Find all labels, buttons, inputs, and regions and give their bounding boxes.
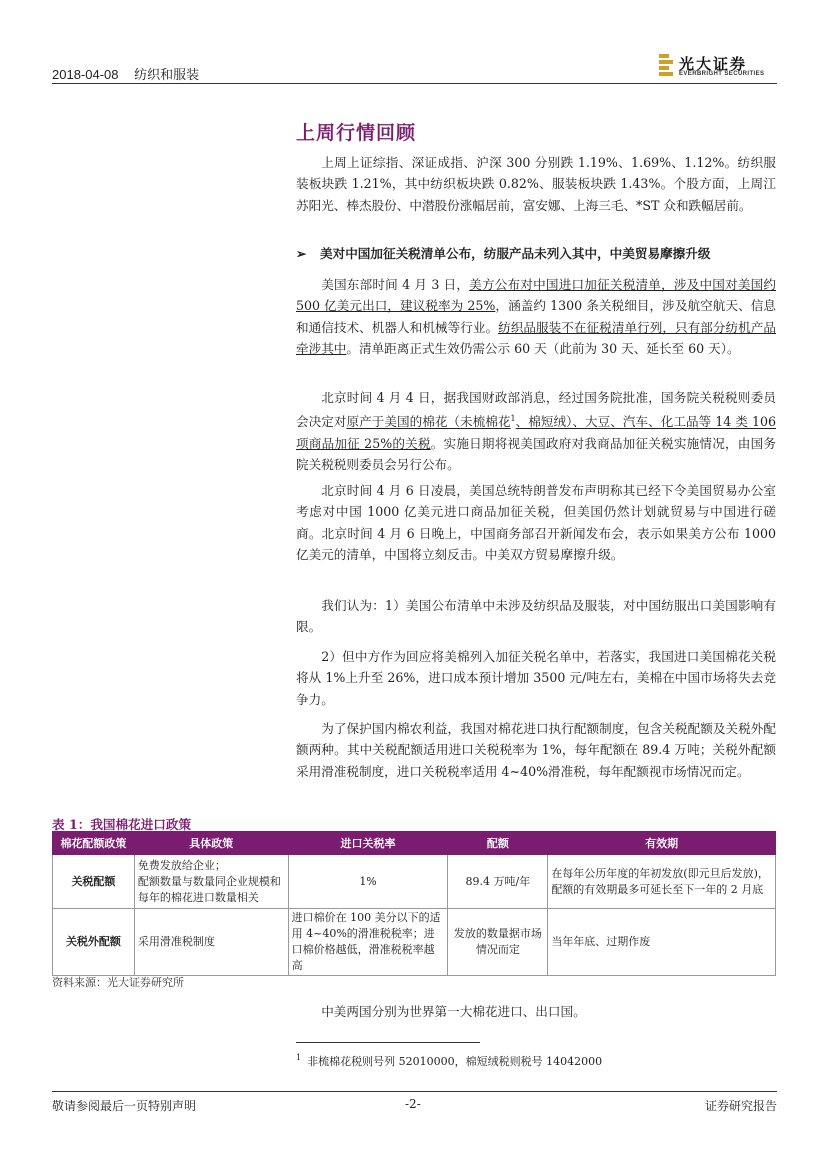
header-meta (52, 64, 211, 83)
paragraph-quota: 为了保护国内棉农利益，我国对棉花进口执行配额制度，包含关税配额及关税外配额两种。其中关税配额适用进口关税税率为 1%，每年配额在 89.4 万吨；关税外配额采用滑准税制度，进口关税税率适用 4~40%滑准税，每年配额视市场情况而定。 (296, 721, 776, 779)
footer-disclaimer: 敬请参阅最后一页特别声明 (52, 1099, 197, 1113)
paragraph-trump-statement: 北京时间 4 月 6 日凌晨，美国总统特朗普发布声明称其已经下令美国贸易办公室考虑对中国 1000 亿美元进口商品加征关税，但美国仍然计划就贸易与中国进行磋商。北京时间 4 月 6 日晚上，中国商务部召开新闻发布会，表示如果美方公布 1000 亿美元的清单，中国将立刻反击。中美双方贸易摩擦升级。 (296, 483, 776, 563)
opinion-1 (296, 595, 776, 638)
table-header-row (53, 832, 776, 855)
opinion-2 (296, 646, 776, 710)
p2-text-a: 美国东部时间 4 月 3 日， (321, 277, 470, 292)
industry-name: 纺织和服装 (134, 67, 200, 82)
table-cell: 在每年公历年度的年初发放(即元旦后发放)，配额的有效期最多可延长至下一年的 2 月底 (548, 855, 776, 909)
tariff-list-section (296, 274, 776, 360)
table-cell: 关税配额 (53, 855, 135, 909)
quota-section (296, 718, 776, 782)
p3-text-a: 北京时间 4 月 4 日，据我国财政部消息，经过国务院批准，国务院关税税则委员会决定对 (296, 390, 776, 430)
table-caption: 表 1：我国棉花进口政策 (52, 817, 192, 832)
table-header: 配额 (448, 832, 548, 855)
footnote-number: 1 (296, 1053, 302, 1063)
company-logo (659, 52, 777, 82)
p2-underlined-a: 美方公布对中国进口加征关税清单，涉及中国对美国约 500 亿美元出口，建议税率为 25% (296, 277, 777, 314)
p2-text-b: ，涵盖约 1300 条关税细目，涉及航空航天、信息和通信技术、机器人和机械等行业。 (296, 298, 776, 335)
table-cell: 进口棉价在 100 美分以下的适用 4~40%的滑准税税率；进口棉价格越低，滑准税税率越高 (288, 909, 448, 976)
paragraph-opinion-1: 我们认为：1）美国公布清单中未涉及纺织品及服装，对中国纺服出口美国影响有限。 (296, 598, 776, 635)
table-cell: 免费发放给企业； 配额数量与数量同企业规模和每年的棉花进口数量相关 (134, 855, 288, 909)
table-cell: 当年年底、过期作废 (548, 909, 776, 976)
table-row (53, 855, 776, 909)
table-cell: 关税外配额 (53, 909, 135, 976)
logo-text-en: EVERBRIGHT SECURITIES (679, 71, 765, 77)
table-source: 资料来源：光大证券研究所 (52, 976, 184, 989)
table-header: 具体政策 (134, 832, 288, 855)
arrow-bullet-icon: ➢ (296, 246, 307, 261)
section-title: 上周行情回顾 (296, 123, 417, 144)
trade-friction-section (296, 480, 776, 566)
logo-mark-icon (659, 54, 673, 76)
paragraph-us-tariff (296, 274, 776, 360)
paragraph-cotton-trade: 中美两国分别为世界第一大棉花进口、出口国。 (321, 1004, 586, 1019)
paragraph-china-tariff (296, 387, 776, 476)
p3-text-b: 。实施日期将视美国政府对我商品加征关税实施情况，由国务院关税税则委员会另行公布。 (296, 436, 776, 473)
table-cell: 采用滑准税制度 (134, 909, 288, 976)
footnote-text: 非梳棉花税则号列 52010000，棉短绒税则税号 14042000 (307, 1055, 603, 1068)
table-header: 进口关税率 (288, 832, 448, 855)
page-header (52, 56, 777, 86)
footer-divider (52, 1091, 777, 1092)
paragraph-opinion-2: 2）但中方作为回应将美棉列入加征关税名单中，若落实，我国进口美国棉花关税将从 1%上升至 26%，进口成本预计增加 3500 元/吨左右，美棉在中国市场将失去竞争力。 (296, 649, 776, 707)
footer-report-type: 证券研究报告 (704, 1099, 777, 1113)
footnote-divider (296, 1042, 480, 1043)
table-header: 有效期 (548, 832, 776, 855)
p2-underlined-b: 纺织品服装不在征税清单行列，只有部分纺机产品牵涉其中 (296, 319, 777, 357)
bullet-heading (296, 243, 776, 262)
logo-text-cn: 光大证券 (679, 55, 748, 73)
bullet-heading-text: 美对中国加征关税清单公布，纺服产品未列入其中，中美贸易摩擦升级 (320, 246, 711, 261)
table-header: 棉花配额政策 (53, 832, 135, 855)
china-response-section (296, 387, 776, 476)
header-divider (52, 83, 777, 84)
table-row (53, 909, 776, 976)
p3-underlined-a: 原产于美国的棉花（未梳棉花 (346, 414, 511, 430)
table-cell: 89.4 万吨/年 (448, 855, 548, 909)
table-cell: 1% (288, 855, 448, 909)
table-cell: 发放的数量据市场情况而定 (448, 909, 548, 976)
p2-text-c: 。清单距离正式生效仍需公示 60 天（此前为 30 天、延长至 60 天）。 (346, 341, 740, 357)
footnote-ref[interactable]: 1 (510, 414, 516, 424)
cotton-policy-table (52, 831, 776, 976)
page-number: -2- (405, 1097, 421, 1111)
paragraph-market: 上周上证综指、深证成指、沪深 300 分别跌 1.19%、1.69%、1.12%。纺织服装板块跌 1.21%，其中纺织板块跌 0.82%、服装板块跌 1.43%。个股方面，上周江苏阳光、棒杰股份、中潜股份涨幅居前，富安娜、上海三毛、*ST 众和跌幅居前。 (296, 155, 776, 213)
p3-underlined-b: 、棉短绒）、大豆、汽车、化工品等 14 类 106 项商品加征 25%的关税 (296, 414, 777, 451)
report-date: 2018-04-08 (52, 67, 119, 82)
footnote (296, 1053, 602, 1069)
market-review (296, 152, 776, 216)
